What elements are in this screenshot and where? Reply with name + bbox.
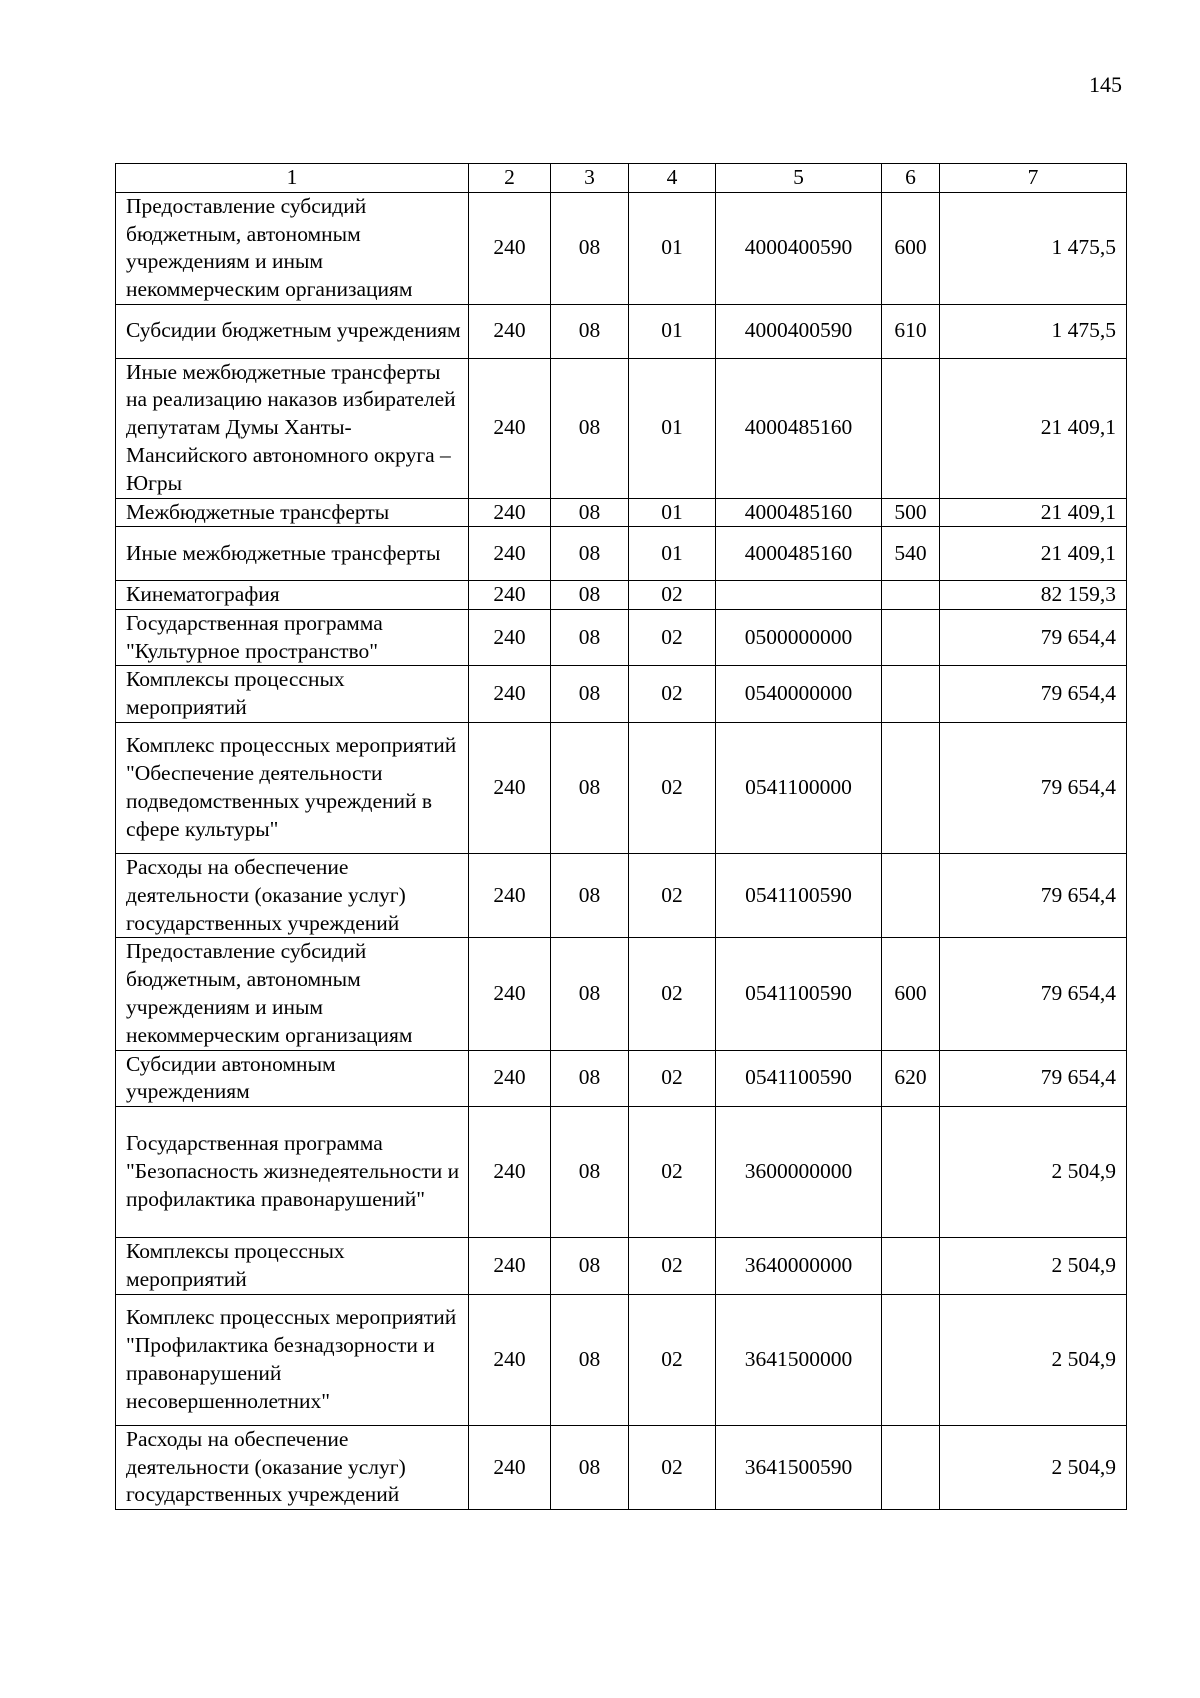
column-header: 7 — [940, 164, 1127, 193]
section-code-cell: 08 — [551, 498, 629, 527]
section-code-cell: 08 — [551, 1050, 629, 1107]
row-name-cell: Субсидии бюджетным учреждениям — [116, 304, 469, 358]
row-name-cell: Иные межбюджетные трансферты на реализацию наказов избирателей депутатам Думы Ханты-Мансийского автономного округа – Югры — [116, 358, 469, 498]
section-code-cell: 08 — [551, 527, 629, 581]
expense-type-code-cell: 540 — [882, 527, 940, 581]
expense-type-code-cell: 600 — [882, 938, 940, 1050]
ministry-code-cell: 240 — [469, 304, 551, 358]
subsection-code-cell: 02 — [629, 1294, 716, 1425]
expense-type-code-cell: 600 — [882, 192, 940, 304]
target-article-code-cell: 3640000000 — [716, 1238, 882, 1295]
column-header: 6 — [882, 164, 940, 193]
table-header-row — [116, 164, 1127, 193]
expense-type-code-cell: 500 — [882, 498, 940, 527]
section-code-cell: 08 — [551, 1425, 629, 1509]
target-article-code-cell: 4000400590 — [716, 192, 882, 304]
expense-type-code-cell — [882, 1107, 940, 1238]
section-code-cell: 08 — [551, 853, 629, 937]
table-row — [116, 1050, 1127, 1107]
column-header: 3 — [551, 164, 629, 193]
subsection-code-cell: 01 — [629, 304, 716, 358]
table-row — [116, 1425, 1127, 1509]
row-name-cell: Комплексы процессных мероприятий — [116, 666, 469, 723]
amount-cell: 21 409,1 — [940, 527, 1127, 581]
table-row — [116, 580, 1127, 609]
subsection-code-cell: 02 — [629, 580, 716, 609]
section-code-cell: 08 — [551, 580, 629, 609]
expense-type-code-cell — [882, 609, 940, 666]
table-row — [116, 1238, 1127, 1295]
target-article-code-cell: 0541100590 — [716, 938, 882, 1050]
subsection-code-cell: 01 — [629, 192, 716, 304]
expense-type-code-cell — [882, 722, 940, 853]
budget-table — [115, 163, 1127, 1510]
table-row — [116, 938, 1127, 1050]
subsection-code-cell: 02 — [629, 938, 716, 1050]
table-row — [116, 358, 1127, 498]
row-name-cell: Комплекс процессных мероприятий "Обеспечение деятельности подведомственных учреждений в сфере культуры" — [116, 722, 469, 853]
section-code-cell: 08 — [551, 358, 629, 498]
target-article-code-cell: 0500000000 — [716, 609, 882, 666]
expense-type-code-cell — [882, 1294, 940, 1425]
table-row — [116, 722, 1127, 853]
subsection-code-cell: 01 — [629, 358, 716, 498]
amount-cell: 79 654,4 — [940, 853, 1127, 937]
amount-cell: 79 654,4 — [940, 1050, 1127, 1107]
section-code-cell: 08 — [551, 1107, 629, 1238]
target-article-code-cell: 0541100590 — [716, 853, 882, 937]
amount-cell: 2 504,9 — [940, 1107, 1127, 1238]
ministry-code-cell: 240 — [469, 1425, 551, 1509]
target-article-code-cell: 0540000000 — [716, 666, 882, 723]
amount-cell: 21 409,1 — [940, 358, 1127, 498]
ministry-code-cell: 240 — [469, 666, 551, 723]
subsection-code-cell: 02 — [629, 1238, 716, 1295]
row-name-cell: Иные межбюджетные трансферты — [116, 527, 469, 581]
target-article-code-cell: 4000400590 — [716, 304, 882, 358]
row-name-cell: Межбюджетные трансферты — [116, 498, 469, 527]
subsection-code-cell: 02 — [629, 666, 716, 723]
table-row — [116, 304, 1127, 358]
table-row — [116, 666, 1127, 723]
row-name-cell: Предоставление субсидий бюджетным, автономным учреждениям и иным некоммерческим организациям — [116, 938, 469, 1050]
ministry-code-cell: 240 — [469, 853, 551, 937]
row-name-cell: Субсидии автономным учреждениям — [116, 1050, 469, 1107]
target-article-code-cell: 4000485160 — [716, 358, 882, 498]
subsection-code-cell: 02 — [629, 1425, 716, 1509]
amount-cell: 79 654,4 — [940, 938, 1127, 1050]
amount-cell: 1 475,5 — [940, 304, 1127, 358]
column-header: 4 — [629, 164, 716, 193]
expense-type-code-cell — [882, 853, 940, 937]
amount-cell: 1 475,5 — [940, 192, 1127, 304]
ministry-code-cell: 240 — [469, 609, 551, 666]
amount-cell: 79 654,4 — [940, 666, 1127, 723]
ministry-code-cell: 240 — [469, 192, 551, 304]
target-article-code-cell: 4000485160 — [716, 498, 882, 527]
table-row — [116, 192, 1127, 304]
amount-cell: 79 654,4 — [940, 609, 1127, 666]
ministry-code-cell: 240 — [469, 580, 551, 609]
section-code-cell: 08 — [551, 304, 629, 358]
expense-type-code-cell — [882, 666, 940, 723]
column-header: 1 — [116, 164, 469, 193]
ministry-code-cell: 240 — [469, 527, 551, 581]
target-article-code-cell: 3641500000 — [716, 1294, 882, 1425]
expense-type-code-cell — [882, 1425, 940, 1509]
amount-cell: 2 504,9 — [940, 1294, 1127, 1425]
ministry-code-cell: 240 — [469, 1107, 551, 1238]
row-name-cell: Государственная программа "Культурное пространство" — [116, 609, 469, 666]
row-name-cell: Кинематография — [116, 580, 469, 609]
row-name-cell: Расходы на обеспечение деятельности (оказание услуг) государственных учреждений — [116, 853, 469, 937]
target-article-code-cell: 0541100000 — [716, 722, 882, 853]
subsection-code-cell: 02 — [629, 609, 716, 666]
subsection-code-cell: 01 — [629, 498, 716, 527]
section-code-cell: 08 — [551, 722, 629, 853]
row-name-cell: Расходы на обеспечение деятельности (оказание услуг) государственных учреждений — [116, 1425, 469, 1509]
table-row — [116, 498, 1127, 527]
section-code-cell: 08 — [551, 192, 629, 304]
table-row — [116, 853, 1127, 937]
target-article-code-cell: 4000485160 — [716, 527, 882, 581]
ministry-code-cell: 240 — [469, 722, 551, 853]
target-article-code-cell: 3641500590 — [716, 1425, 882, 1509]
section-code-cell: 08 — [551, 938, 629, 1050]
subsection-code-cell: 02 — [629, 1107, 716, 1238]
expense-type-code-cell — [882, 580, 940, 609]
column-header: 5 — [716, 164, 882, 193]
ministry-code-cell: 240 — [469, 1050, 551, 1107]
subsection-code-cell: 01 — [629, 527, 716, 581]
column-header: 2 — [469, 164, 551, 193]
target-article-code-cell — [716, 580, 882, 609]
amount-cell: 21 409,1 — [940, 498, 1127, 527]
page-number: 145 — [1089, 72, 1122, 97]
row-name-cell: Предоставление субсидий бюджетным, автономным учреждениям и иным некоммерческим организациям — [116, 192, 469, 304]
section-code-cell: 08 — [551, 666, 629, 723]
ministry-code-cell: 240 — [469, 1238, 551, 1295]
target-article-code-cell: 3600000000 — [716, 1107, 882, 1238]
expense-type-code-cell — [882, 1238, 940, 1295]
ministry-code-cell: 240 — [469, 498, 551, 527]
amount-cell: 82 159,3 — [940, 580, 1127, 609]
row-name-cell: Комплекс процессных мероприятий "Профилактика безнадзорности и правонарушений несовершеннолетних" — [116, 1294, 469, 1425]
subsection-code-cell: 02 — [629, 1050, 716, 1107]
row-name-cell: Государственная программа "Безопасность жизнедеятельности и профилактика правонарушений" — [116, 1107, 469, 1238]
table-row — [116, 609, 1127, 666]
table-row — [116, 1107, 1127, 1238]
section-code-cell: 08 — [551, 1294, 629, 1425]
table-row — [116, 1294, 1127, 1425]
amount-cell: 79 654,4 — [940, 722, 1127, 853]
row-name-cell: Комплексы процессных мероприятий — [116, 1238, 469, 1295]
ministry-code-cell: 240 — [469, 938, 551, 1050]
section-code-cell: 08 — [551, 609, 629, 666]
section-code-cell: 08 — [551, 1238, 629, 1295]
expense-type-code-cell — [882, 358, 940, 498]
ministry-code-cell: 240 — [469, 358, 551, 498]
amount-cell: 2 504,9 — [940, 1238, 1127, 1295]
amount-cell: 2 504,9 — [940, 1425, 1127, 1509]
subsection-code-cell: 02 — [629, 722, 716, 853]
table-row — [116, 527, 1127, 581]
ministry-code-cell: 240 — [469, 1294, 551, 1425]
subsection-code-cell: 02 — [629, 853, 716, 937]
expense-type-code-cell: 610 — [882, 304, 940, 358]
target-article-code-cell: 0541100590 — [716, 1050, 882, 1107]
expense-type-code-cell: 620 — [882, 1050, 940, 1107]
